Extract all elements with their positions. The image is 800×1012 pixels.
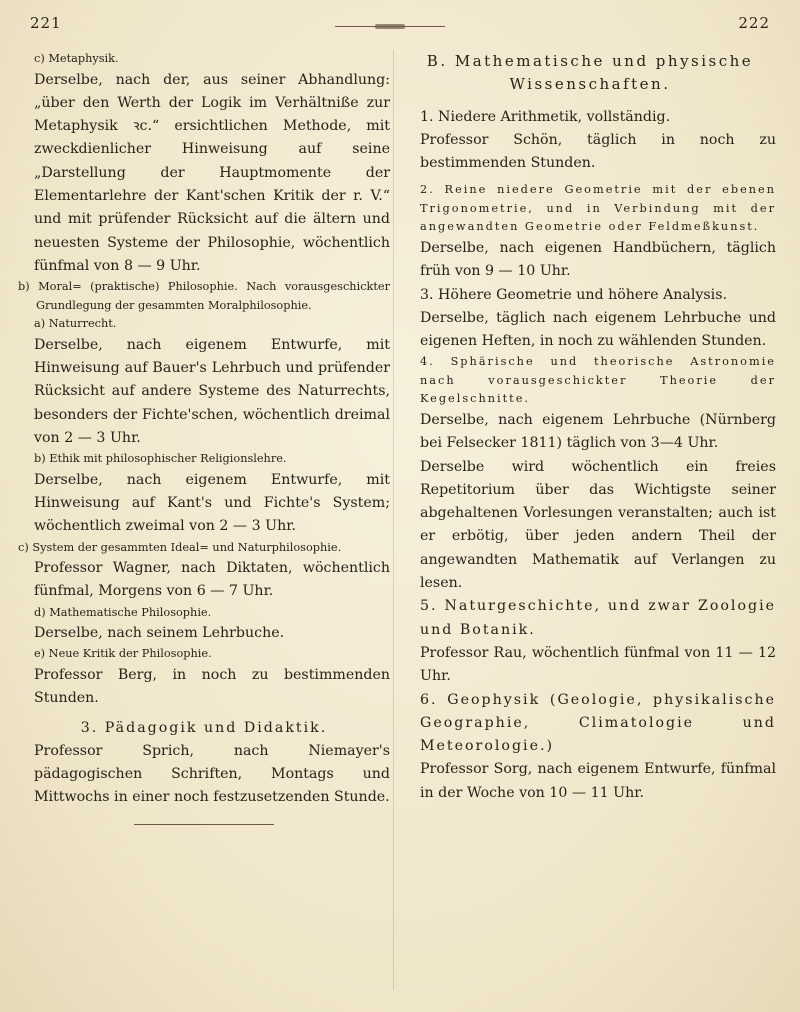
subheading-mathematische-philosophie: d) Mathematische Philosophie.: [34, 605, 212, 619]
paragraph-lehrbuch-hefte: Derselbe, täglich nach eigenem Lehrbuche und eigenen Heften, in noch zu wählenden Stunden.: [420, 309, 776, 350]
section-heading-paedagogik: 3. Pädagogik und Didaktik.: [80, 719, 328, 736]
subheading-naturrecht: a) Naturrecht.: [34, 317, 117, 331]
paragraph-handbuecher: Derselbe, nach eigenen Handbüchern, täglich früh von 9 — 10 Uhr.: [420, 239, 776, 280]
column-divider: [393, 50, 394, 990]
subheading-moral-philosophie: b) Moral= (praktische) Philosophie. Nach vorausgeschickter Grundlegung der gesammten Moralphilosophie.: [18, 280, 390, 312]
header-ornament-rule: [335, 26, 445, 27]
item-arithmetik: 1. Niedere Arithmetik, vollständig.: [420, 108, 671, 125]
paragraph-repetitorium: Derselbe wird wöchentlich ein freies Repetitorium über das Wichtigste seiner abgehaltenen Vorlesungen veranstalten; auch ist er erbötig, über jeden andern Theil der angewandten Mathematik auf Verlangen zu lesen.: [420, 458, 776, 592]
subheading-neue-kritik: e) Neue Kritik der Philosophie.: [34, 647, 212, 661]
page-number-left: 221: [30, 14, 62, 32]
subheading-system-philosophie: c) System der gesammten Ideal= und Naturphilosophie.: [18, 540, 342, 554]
paragraph-sorg: Professor Sorg, nach eigenem Entwurfe, fünfmal in der Woche von 10 — 11 Uhr.: [420, 761, 776, 801]
item-geometrie: 2. Reine niedere Geometrie mit der ebenen Trigonometrie, und in Verbindung mit der angewandten Geometrie oder Feldmeßkunst.: [420, 183, 776, 234]
paragraph-berg: Professor Berg, in noch zu bestimmenden Stunden.: [34, 666, 390, 707]
page-number-right: 222: [738, 14, 770, 32]
item-astronomie: 4. Sphärische und theorische Astronomie nach vorausgeschickter Theorie der Kegelschnitte.: [420, 355, 776, 406]
paragraph-rau: Professor Rau, wöchentlich fünfmal von 11 — 12 Uhr.: [420, 644, 776, 685]
left-column: [18, 50, 390, 825]
end-rule: [134, 824, 274, 825]
item-naturgeschichte: 5. Naturgeschichte, und zwar Zoologie und Botanik.: [420, 598, 776, 638]
paragraph-nuernberg: Derselbe, nach eigenem Lehrbuche (Nürnberg bei Felsecker 1811) täglich von 3—4 Uhr.: [420, 411, 776, 452]
item-hoehere-geometrie: 3. Höhere Geometrie und höhere Analysis.: [420, 286, 727, 303]
item-geophysik: 6. Geophysik (Geologie, physikalische Geographie, Climatologie und Meteorologie.): [420, 691, 776, 755]
right-column: [404, 50, 776, 805]
paragraph-schoen: Professor Schön, täglich in noch zu bestimmenden Stunden.: [420, 131, 776, 172]
paragraph-lehrbuch: Derselbe, nach seinem Lehrbuche.: [34, 625, 285, 642]
subheading-metaphysik: c) Metaphysik.: [34, 52, 119, 65]
paragraph-naturrecht: Derselbe, nach eigenem Entwurfe, mit Hinweisung auf Bauer's Lehrbuch und prüfender Rücksicht auf andere Systeme des Naturrechts, besonders der Fichte'schen, wöchentlich dreimal von 2 — 3 Uhr.: [34, 336, 390, 446]
paragraph-wagner: Professor Wagner, nach Diktaten, wöchentlich fünfmal, Morgens von 6 — 7 Uhr.: [34, 560, 390, 600]
paragraph-metaphysik: Derselbe, nach der, aus seiner Abhandlung: „über den Werth der Logik im Verhältniße zur Metaphysik ꝛc.“ ersichtlichen Methode, mit zweckdienlicher Hinweisung auf seine „Darstellung der Hauptmomente der Elementarlehre der Kant'schen Kritik der r. V.“ und mit prüfender Rücksicht auf die ältern und neuesten Systeme der Philosophie, wöchentlich fünfmal von 8 — 9 Uhr.: [34, 71, 390, 274]
subheading-ethik: b) Ethik mit philosophischer Religionslehre.: [34, 452, 287, 466]
paragraph-ethik: Derselbe, nach eigenem Entwurfe, mit Hinweisung auf Kant's und Fichte's System; wöchentlich zweimal von 2 — 3 Uhr.: [34, 471, 390, 535]
paragraph-sprich: Professor Sprich, nach Niemayer's pädagogischen Schriften, Montags und Mittwochs in einer noch festzusetzenden Stunde.: [34, 742, 390, 806]
section-heading-mathematik: B. Mathematische und physische Wissenschaften.: [426, 52, 754, 94]
